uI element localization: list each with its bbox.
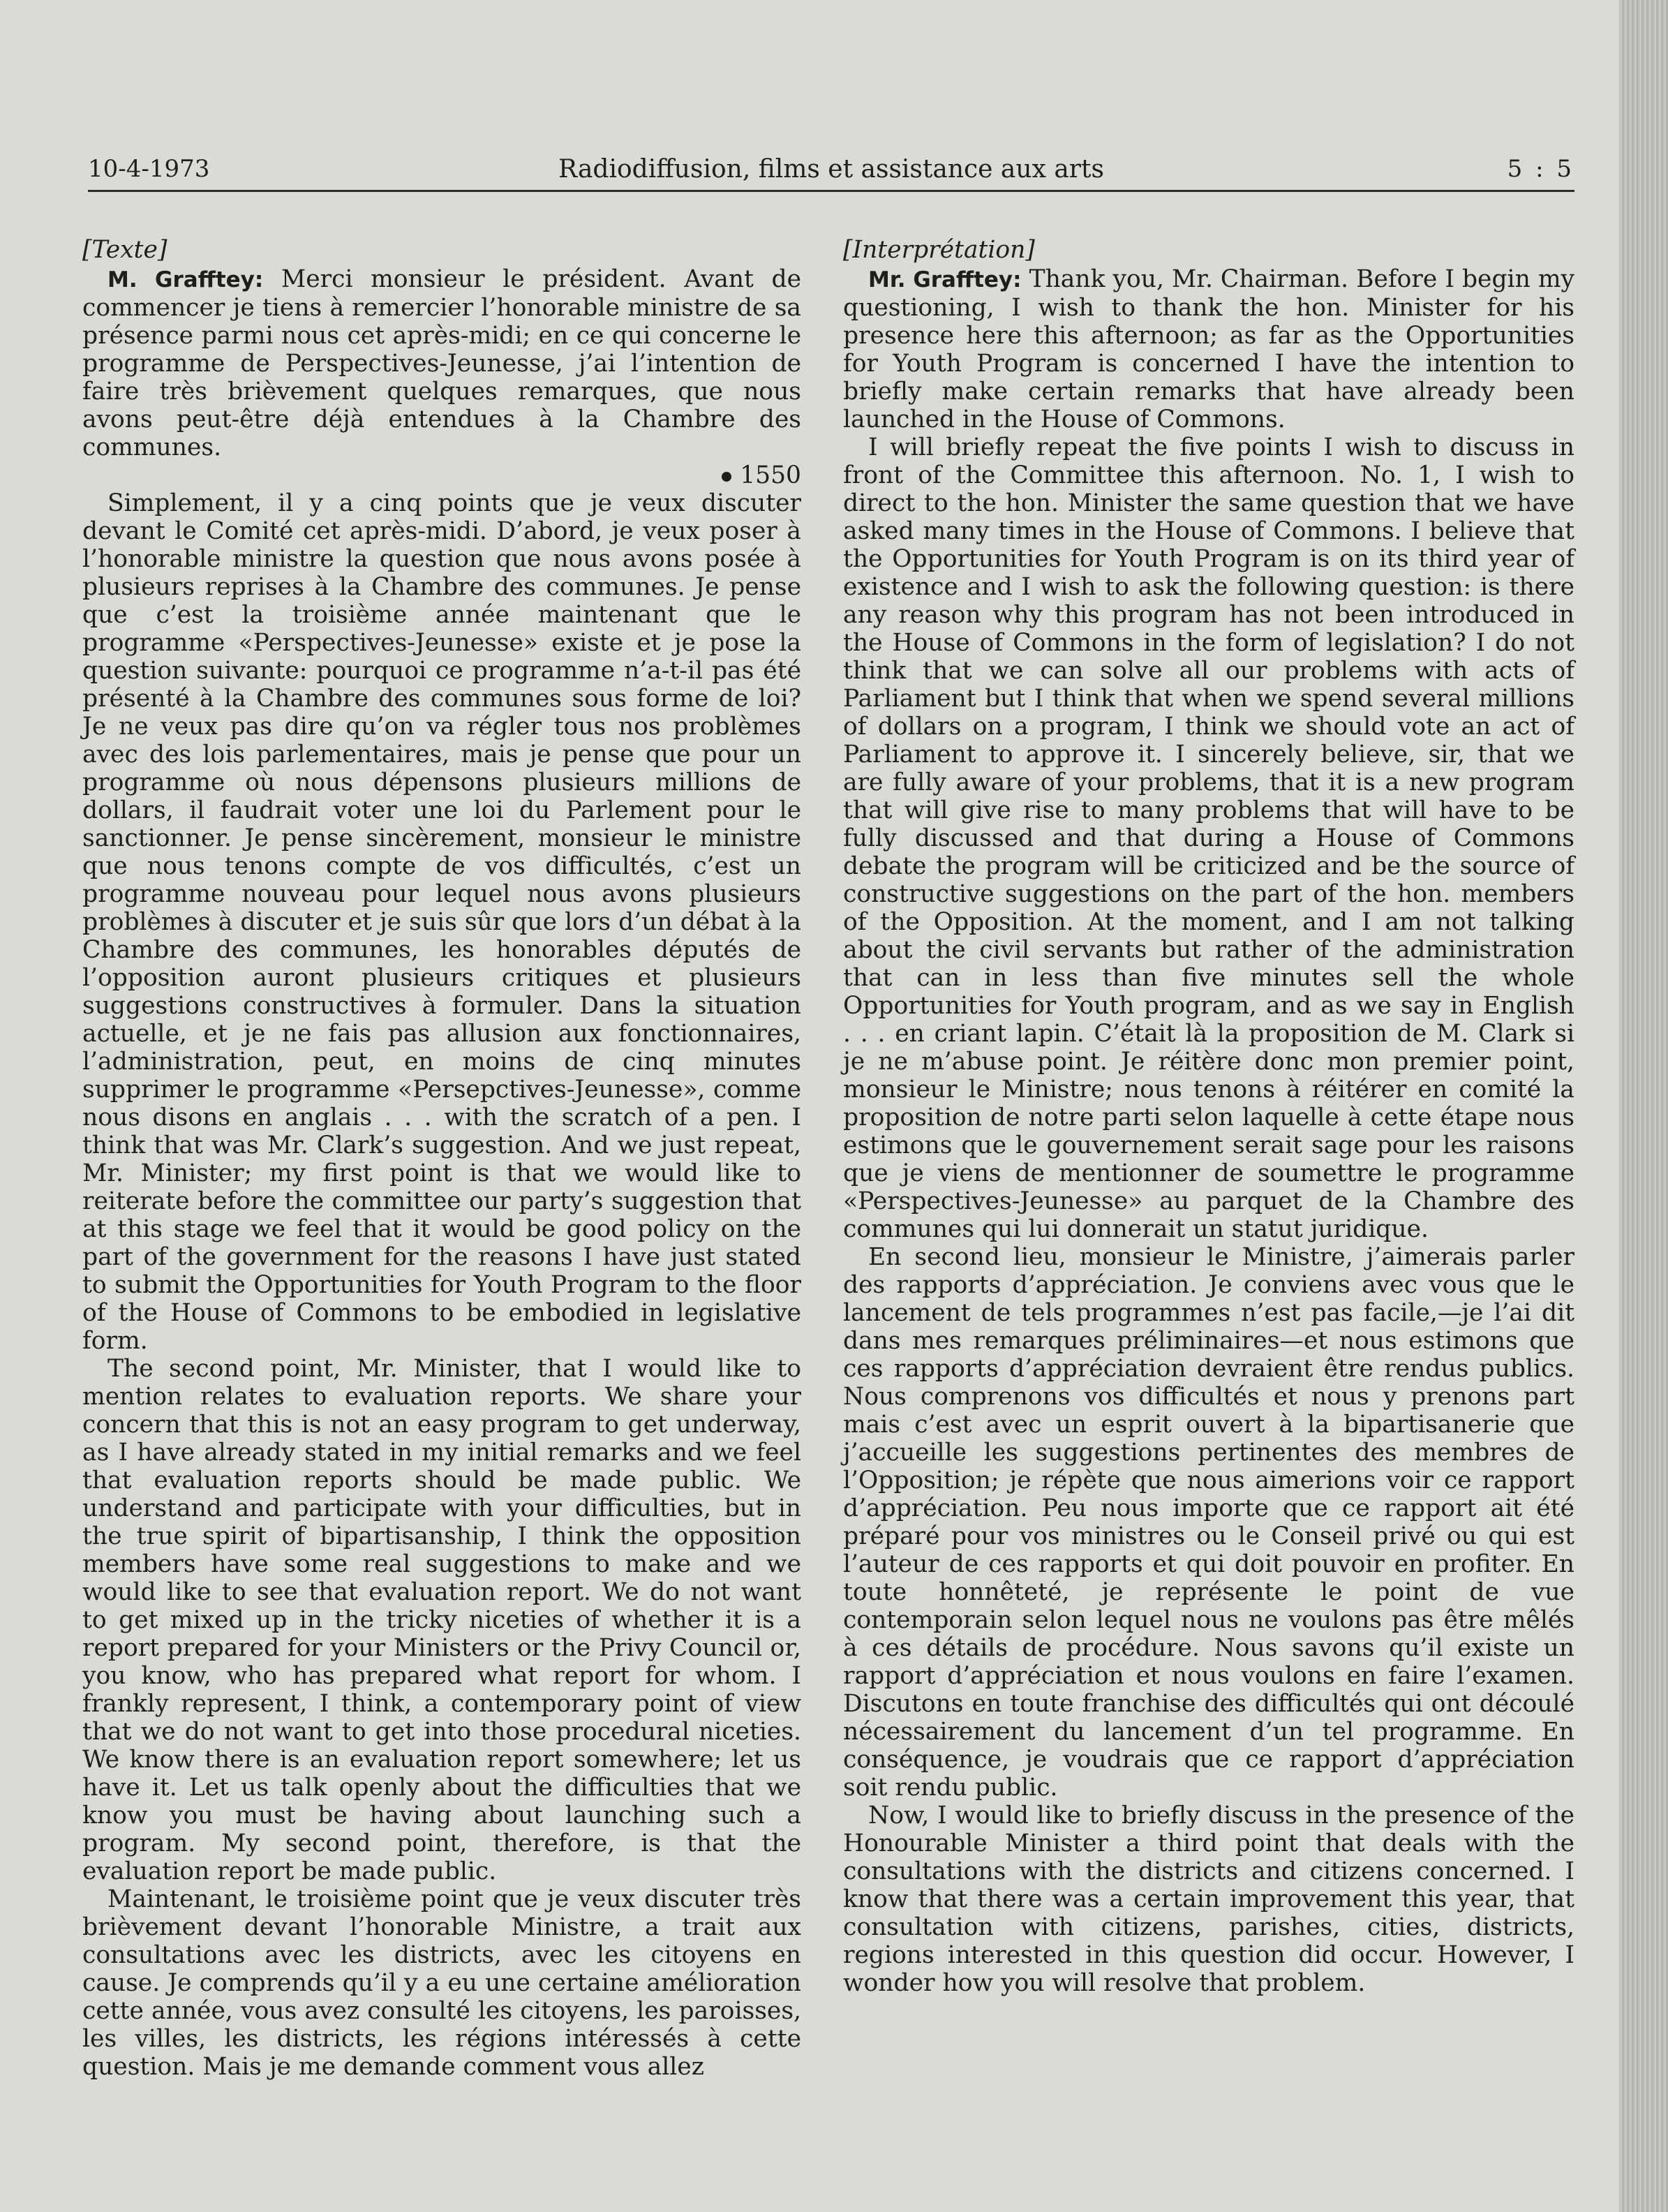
paragraph: The second point, Mr. Minister, that I would like to mention relates to evaluation reports. We share your concern that this is not an easy program to get underway, as I have already stated in my initial remarks and we feel that evaluation reports should be made public. We understand and participate with your difficulties, but in the true spirit of bipartisanship, I think the opposition members have some real suggestions to make and we would like to see that evaluation report. We do not want to get mixed up in the tricky niceties of whether it is a report prepared for your Ministers or the Privy Council or, you know, who has prepared what report for whom. I frankly represent, I think, a contemporary point of view that we do not want to get into those procedural niceties. We know there is an evaluation report somewhere; let us have it. Let us talk openly about the difficulties that we know you must be having about launching such a program. My second point, therefore, is that the evaluation report be made public.	[82, 1355, 801, 1885]
section-label-texte: [Texte]	[82, 236, 167, 264]
paragraph: Maintenant, le troisième point que je veux discuter très brièvement devant l’honorable Ministre, a trait aux consultations avec les districts, avec les citoyens en cause. Je comprends qu’il y a eu une certaine amélioration cette année, vous avez consulté les citoyens, les paroisses, les villes, les districts, les régions intéressés à cette question. Mais je me demande comment vous allez	[82, 1885, 801, 2081]
paragraph	[82, 265, 801, 461]
page-header	[88, 155, 1574, 192]
page-stack-edge	[1619, 0, 1668, 2212]
paragraph-text: Merci monsieur le président. Avant de commencer je tiens à remercier l’honorable ministre de sa présence parmi nous cet après-midi; en ce qui concerne le programme de Perspectives-Jeunesse, j’ai l’intention de faire très brièvement quelques remarques, que nous avons peut-être déjà entendues à la Chambre des communes.	[82, 265, 801, 461]
time-marker	[82, 461, 801, 489]
paragraph: I will briefly repeat the five points I wish to discuss in front of the Committee this afternoon. No. 1, I wish to direct to the hon. Minister the same question that we have asked many times in the House of Commons. I believe that the Opportunities for Youth Program is on its third year of existence and I wish to ask the following question: is there any reason why this program has not been introduced in the House of Commons in the form of legislation? I do not think that we can solve all our problems with acts of Parliament but I think that when we spend several millions of dollars on a program, I think we should vote an act of Parliament to approve it. I sincerely believe, sir, that we are fully aware of your problems, that it is a new program that will give rise to many problems that will have to be fully discussed and that during a House of Commons debate the program will be criticized and be the source of constructive suggestions on the part of the hon. members of the Opposition. At the moment, and I am not talking about the civil servants but rather of the administration that can in less than five minutes sell the whole Opportunities for Youth program, and as we say in English . . . en criant lapin. C’était là la proposition de M. Clark si je ne m’abuse point. Je réitère donc mon premier point, monsieur le Ministre; nous tenons à réitérer en comité la proposition de notre parti selon laquelle à cette étape nous estimons que le gouvernement serait sage pour les raisons que je viens de mentionner de soumettre le programme «Perspectives-Jeunesse» au parquet de la Chambre des communes qui lui donnerait un statut juridique.	[843, 433, 1574, 1243]
speaker-name: M. Grafftey:	[107, 267, 264, 292]
bullet-icon	[722, 472, 731, 482]
paragraph: En second lieu, monsieur le Ministre, j’aimerais parler des rapports d’appréciation. Je conviens avec vous que le lancement de tels programmes n’est pas facile,—je l’ai dit dans mes remarques préliminaires—et nous estimons que ces rapports d’appréciation devraient être rendus publics. Nous comprenons vos difficultés et nous y prenons part mais c’est avec un esprit ouvert à la bipartisanerie que j’accueille les suggestions pertinentes des membres de l’Opposition; je répète que nous aimerions voir ce rapport d’appréciation. Peu nous importe que ce rapport ait été préparé pour vos ministres ou le Conseil privé ou qui est l’auteur de ces rapports et qui doit pouvoir en profiter. En toute honnêteté, je représente le point de vue contemporain selon lequel nous ne voulons pas être mêlés à ces détails de procédure. Nous savons qu’il existe un rapport d’appréciation et nous voulons en faire l’examen. Discutons en toute franchise des difficultés qui ont découlé nécessairement du lancement d’un tel programme. En conséquence, je voudrais que ce rapport d’appréciation soit rendu public.	[843, 1243, 1574, 1802]
paragraph: Now, I would like to briefly discuss in the presence of the Honourable Minister a third point that deals with the consultations with the districts and citizens concerned. I know that there was a certain improvement this year, that consultation with citizens, parishes, cities, districts, regions interested in this question did occur. However, I wonder how you will resolve that problem.	[843, 1802, 1574, 1997]
speaker-name: Mr. Grafftey:	[868, 267, 1022, 292]
page-number: 5 : 5	[1507, 155, 1574, 183]
section-label-interpretation: [Interprétation]	[843, 236, 1035, 264]
paragraph: Simplement, il y a cinq points que je veux discuter devant le Comité cet après-midi. D’abord, je veux poser à l’honorable ministre la question que nous avons posée à plusieurs reprises à la Chambre des communes. Je pense que c’est la troisième année maintenant que le programme «Perspectives-Jeunesse» existe et je pose la question suivante: pourquoi ce programme n’a-t-il pas été présenté à la Chambre des communes sous forme de loi? Je ne veux pas dire qu’on va régler tous nos problèmes avec des lois parlementaires, mais je pense que pour un programme où nous dépensons plusieurs millions de dollars, il faudrait voter une loi du Parlement pour le sanctionner. Je pense sincèrement, monsieur le ministre que nous tenons compte de vos difficultés, c’est un programme nouveau pour lequel nous avons plusieurs problèmes à discuter et je suis sûr que lors d’un débat à la Chambre des communes, les honorables députés de l’opposition auront plusieurs critiques et plusieurs suggestions constructives à formuler. Dans la situation actuelle, et je ne fais pas allusion aux fonctionnaires, l’administration, peut, en moins de cinq minutes supprimer le programme «Persepctives-Jeunesse», comme nous disons en anglais . . . with the scratch of a pen. I think that was Mr. Clark’s suggestion. And we just repeat, Mr. Minister; my first point is that we would like to reiterate before the committee our party’s suggestion that at this stage we feel that it would be good policy on the part of the government for the reasons I have just stated to submit the Opportunities for Youth Program to the floor of the House of Commons to be embodied in legislative form.	[82, 489, 801, 1355]
header-title: Radiodiffusion, films et assistance aux arts	[558, 155, 1104, 184]
paragraph	[843, 265, 1574, 433]
time-marker-text: 1550	[740, 461, 801, 489]
right-column	[843, 236, 1574, 1997]
paragraph-text: Thank you, Mr. Chairman. Before I begin my questioning, I wish to thank the hon. Minister for his presence here this afternoon; as far as the Opportunities for Youth Program is concerned I have the intention to briefly make certain remarks that have already been launched in the House of Commons.	[843, 265, 1575, 433]
header-date: 10-4-1973	[88, 155, 210, 183]
left-column	[82, 236, 801, 2081]
